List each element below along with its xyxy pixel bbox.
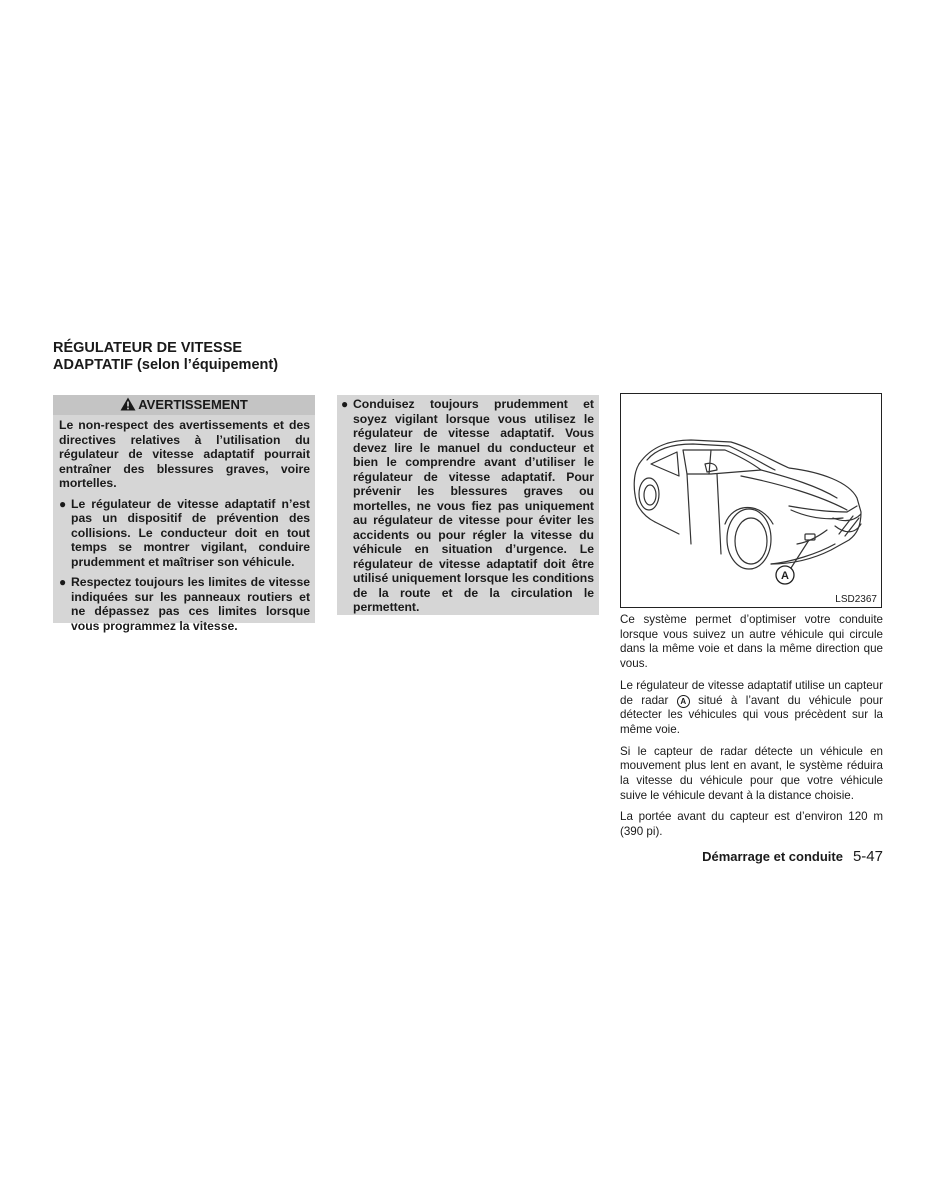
warning-bullet-text: Conduisez toujours prudemment et soyez vigilant lorsque vous utilisez le régulateur de vitesse adaptatif. Vous devez lire le manuel du conducteur et bien le comprendre avant d’utiliser le régulateur de vitesse adaptatif. Pour prévenir les blessures graves ou mortelles, ne vous fiez pas uniquement au régulateur de vitesse pour éviter les accidents ou pour régler la vitesse du véhicule en situation d’urgence. Le régulateur de vitesse adaptatif doit être utilisé uniquement lorsque les conditions de la route et de la circulation le permettent.: [353, 397, 594, 614]
bullet-dot-icon: ●: [59, 575, 67, 589]
section-title: [53, 340, 323, 374]
warning-bullet-text: Le régulateur de vitesse adaptatif n’est pas un dispositif de prévention des collisions. Le conducteur doit en tout temps se montrer vigilant, conduire prudemment et maîtriser son véhicule.: [71, 496, 310, 569]
page-number: 5-47: [852, 848, 883, 865]
bullet-dot-icon: ●: [341, 397, 349, 411]
warning-bullet: [59, 575, 310, 633]
paragraph-1: Ce système permet d’optimiser votre conduite lorsque vous suivez un autre véhicule qui circule dans la même voie et dans la même direction que vous.: [620, 613, 883, 671]
warning-heading-text: AVERTISSEMENT: [138, 397, 248, 412]
paragraph-4: La portée avant du capteur est d’environ 120 m (390 pi).: [620, 810, 883, 839]
title-line-1: RÉGULATEUR DE VITESSE: [53, 340, 243, 356]
car-radar-figure: [620, 393, 882, 608]
page-footer: [560, 848, 883, 865]
warning-heading: [53, 395, 315, 415]
warning-bullet: [341, 397, 594, 615]
paragraph-3: Si le capteur de radar détecte un véhicule en mouvement plus lent en avant, le système réduira la vitesse du véhicule pour que votre véhicule suive le véhicule devant à la distance choisie.: [620, 744, 883, 802]
paragraph-2: Le régulateur de vitesse adaptatif utilise un capteur de radar A situé à l’avant du véhicule pour détecter les véhicules qui vous précèdent sur la même voie.: [620, 678, 883, 736]
car-illustration: [621, 394, 881, 607]
warning-triangle-icon: [120, 397, 136, 411]
callout-label: A: [781, 570, 789, 582]
warning-intro: Le non-respect des avertissements et des directives relatives à l’utilisation du régulateur de vitesse adaptatif pourrait entraîner des blessures graves, voire mortelles.: [59, 418, 310, 490]
bullet-dot-icon: ●: [59, 496, 67, 511]
warning-bullet-text: Respectez toujours les limites de vitesse indiquées sur les panneaux routiers et ne dépassez pas ces limites lorsque vous programmez la vitesse.: [71, 575, 310, 633]
warning-body: [53, 415, 315, 633]
title-equipment-note: (selon l’équipement): [137, 357, 279, 373]
figure-code: LSD2367: [835, 594, 877, 605]
warning-box-continued: [337, 395, 599, 615]
warning-bullet: [59, 497, 310, 570]
warning-box: [53, 395, 315, 633]
callout-a-marker: A: [677, 695, 690, 708]
body-text: [620, 613, 883, 847]
title-line-2: ADAPTATIF (selon l’équipement): [53, 357, 279, 373]
footer-section-title: Démarrage et conduite: [702, 849, 843, 864]
